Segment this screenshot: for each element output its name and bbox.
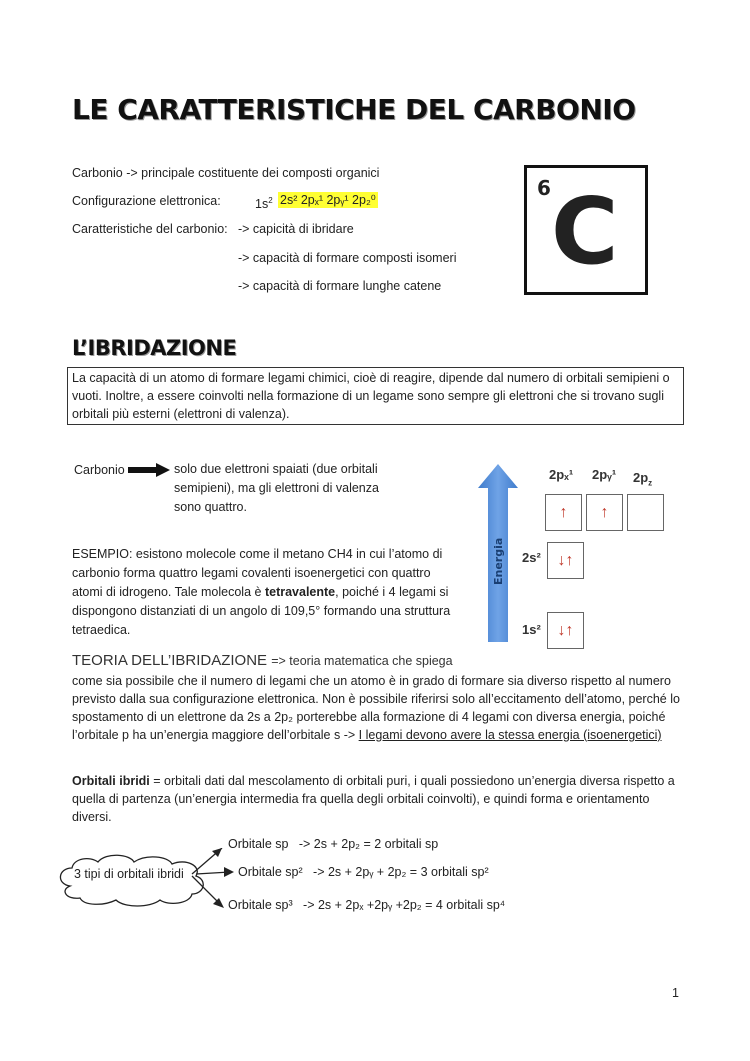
carbonio-label: Carbonio xyxy=(74,463,125,477)
char-item-3: -> capacità di formare lunghe catene xyxy=(238,279,442,293)
orbital-label-2py: 2pᵧ¹ xyxy=(592,467,617,482)
carbonio-note-text: solo due elettroni spaiati (due orbitali semipieni), ma gli elettroni di valenza sono quattro. xyxy=(174,462,379,514)
cloud-label: 3 tipi di orbitali ibridi xyxy=(74,867,184,881)
orbitali-ibridi-paragraph: Orbitali ibridi = orbitali dati dal mescolamento di orbitali puri, i quali possiedono un’energia diversa rispetto a quella di partenza (un’energia intermedia fra quella degli orbitali coinvolti), e quindi forma e orientamento diversi. xyxy=(72,774,675,824)
orbital-box-2s: ↓↑ xyxy=(547,542,584,579)
teoria-heading: TEORIA DELL’IBRIDAZIONE => teoria matematica che spiega xyxy=(72,652,453,669)
page-number: 1 xyxy=(672,986,679,1000)
orbital-box-1s: ↓↑ xyxy=(547,612,584,649)
hybrid-sp: Orbitale sp -> 2s + 2p₂ = 2 orbitali sp xyxy=(228,837,439,851)
section-title-ibridazione: L’IBRIDAZIONE xyxy=(72,336,237,360)
orbital-label-2px: 2pₓ¹ xyxy=(549,467,574,482)
orbital-box-2py: ↑ xyxy=(586,494,623,531)
orbital-label-2s: 2s² xyxy=(522,550,541,565)
char-label: Caratteristiche del carbonio: xyxy=(72,222,228,236)
page-title: LE CARATTERISTICHE DEL CARBONIO xyxy=(72,93,636,126)
orbital-box-2px: ↑ xyxy=(545,494,582,531)
definition-box: La capacità di un atomo di formare legami chimici, cioè di reagire, dipende dal numero di orbitali semipieni o vuoti. Inoltre, a essere coinvolti nella formazione di un legame sono sempre gli elettroni che si trovano sugli orbitali più esterni (elettroni di valenza). xyxy=(67,367,684,425)
hybrid-sp3: Orbitale sp³ -> 2s + 2pₓ +2pᵧ +2p₂ = 4 orbitali sp⁴ xyxy=(228,898,506,912)
esempio-paragraph: ESEMPIO: esistono molecole come il metano CH4 in cui l’atomo di carbonio forma quattro legami covalenti isoenergetici con quattro atomi di idrogeno. Tale molecola è tetravalente, poiché i 4 legami si dispongono distanziati di un angolo di 109,5° formando una struttura tetraedica. xyxy=(72,547,451,637)
arrow-right-icon xyxy=(128,463,170,477)
orbital-label-1s: 1s² xyxy=(522,622,541,637)
element-tile xyxy=(524,165,648,295)
config-1s: $1s^2$ xyxy=(255,196,273,212)
teoria-body: come sia possibile che il numero di legami che un atomo è in grado di formare sia diverso rispetto al numero previsto dalla sua configurazione elettronica. Non è possibile riferirsi solo all’eccitamento dell’atomo, perché lo spostamento di un elettrone da 2s a 2p₂ porterebbe alla formazione di 4 legami con diversa energia, poiché l’orbitale p ha un’energia maggiore dell’orbitale s -> I legami devono avere la stessa energia (isoenergetici) xyxy=(72,674,680,742)
hybrid-sp2: Orbitale sp² -> 2s + 2pᵧ + 2p₂ = 3 orbitali sp² xyxy=(238,865,489,879)
char-item-1: -> capicità di ibridare xyxy=(238,222,354,236)
intro-line-1: Carbonio -> principale costituente dei composti organici xyxy=(72,166,380,180)
char-item-2: -> capacità di formare composti isomeri xyxy=(238,251,457,265)
element-symbol: C xyxy=(551,178,619,285)
config-label: Configurazione elettronica: xyxy=(72,194,221,208)
config-highlight: 2s² 2pₓ¹ 2pᵧ¹ 2p₂⁰ xyxy=(280,193,376,207)
atomic-number: 6 xyxy=(537,176,551,200)
orbital-box-2pz xyxy=(627,494,664,531)
orbital-label-2pz: $2p_z$ xyxy=(633,470,653,488)
